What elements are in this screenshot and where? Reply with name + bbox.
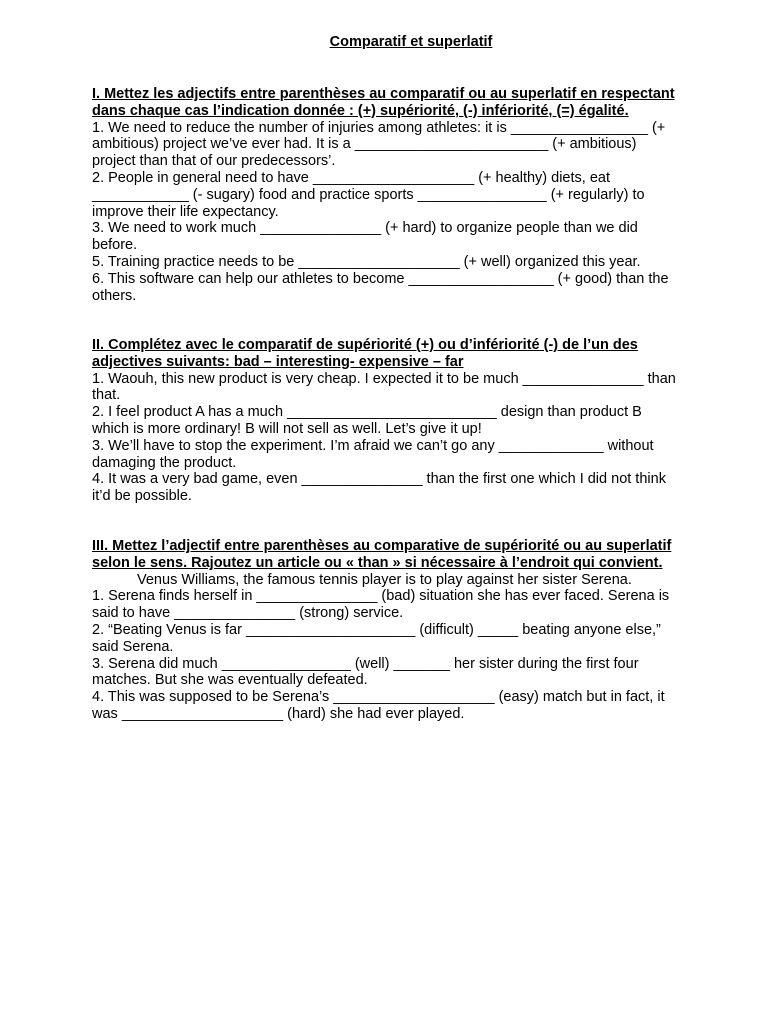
exercise-line: before. bbox=[92, 237, 138, 254]
exercise-line: 3. We’ll have to stop the experiment. I’m afraid we can’t go any _____________ without bbox=[92, 437, 654, 454]
exercise-line: 5. Training practice needs to be ____________________ (+ well) organized this year. bbox=[92, 253, 641, 270]
exercise-line: others. bbox=[92, 287, 137, 304]
exercise-line: 2. “Beating Venus is far _____________________ (difficult) _____ beating anyone else,” bbox=[92, 621, 661, 638]
exercise-line: 3. Serena did much ________________ (well) _______ her sister during the first four bbox=[92, 655, 639, 672]
exercise-section-1 bbox=[92, 86, 732, 304]
exercise-line: that. bbox=[92, 387, 121, 404]
exercise-line: improve their life expectancy. bbox=[92, 203, 279, 220]
exercise-line: damaging the product. bbox=[92, 454, 237, 471]
exercise-line: it’d be possible. bbox=[92, 488, 192, 505]
section-heading-line: adjectives suivants: bad – interesting- expensive – far bbox=[92, 353, 464, 370]
section-heading-line: dans chaque cas l’indication donnée : (+) supériorité, (-) infériorité, (=) égalité. bbox=[92, 102, 629, 119]
exercise-line: which is more ordinary! B will not sell as well. Let’s give it up! bbox=[92, 420, 482, 437]
exercise-line: ambitious) project we’ve ever had. It is a ________________________ (+ ambitious) bbox=[92, 136, 637, 153]
exercise-line: ____________ (- sugary) food and practice sports ________________ (+ regularly) to bbox=[92, 186, 645, 203]
exercise-section-2 bbox=[92, 337, 732, 505]
exercise-line: said to have _______________ (strong) service. bbox=[92, 605, 404, 622]
section-heading-line: I. Mettez les adjectifs entre parenthèses au comparatif ou au superlatif en respectant bbox=[92, 86, 675, 102]
exercise-line: 2. People in general need to have ____________________ (+ healthy) diets, eat bbox=[92, 169, 610, 186]
exercise-line: was ____________________ (hard) she had ever played. bbox=[92, 705, 465, 722]
exercise-line: project than that of our predecessors’. bbox=[92, 153, 336, 170]
exercise-line: 2. I feel product A has a much __________________________ design than product B bbox=[92, 404, 642, 421]
exercise-line: 1. Waouh, this new product is very cheap. I expected it to be much _______________ than bbox=[92, 370, 676, 387]
exercise-line: 6. This software can help our athletes to become __________________ (+ good) than the bbox=[92, 270, 669, 287]
exercise-intro: Venus Williams, the famous tennis player is to play against her sister Serena. bbox=[137, 571, 632, 588]
section-heading-line: selon le sens. Rajoutez un article ou « than » si nécessaire à l’endroit qui convient. bbox=[92, 554, 663, 571]
exercise-line: 1. We need to reduce the number of injuries among athletes: it is _________________ (+ bbox=[92, 119, 666, 136]
exercise-line: 4. This was supposed to be Serena’s ____________________ (easy) match but in fact, it bbox=[92, 689, 665, 706]
section-heading-line: III. Mettez l’adjectif entre parenthèses au comparative de supériorité ou au superlatif bbox=[92, 538, 672, 554]
exercise-line: said Serena. bbox=[92, 638, 174, 655]
exercise-section-3 bbox=[92, 538, 732, 723]
section-heading-line: II. Complétez avec le comparatif de supériorité (+) ou d’infériorité (-) de l’un des bbox=[92, 337, 638, 353]
exercise-line: matches. But she was eventually defeated. bbox=[92, 672, 368, 689]
exercise-line: 4. It was a very bad game, even _______________ than the first one which I did not think bbox=[92, 471, 666, 488]
exercise-line: 3. We need to work much _______________ (+ hard) to organize people than we did bbox=[92, 220, 638, 237]
exercise-line: 1. Serena finds herself in _______________ (bad) situation she has ever faced. Serena is bbox=[92, 588, 670, 605]
document-title: Comparatif et superlatif bbox=[329, 34, 493, 50]
